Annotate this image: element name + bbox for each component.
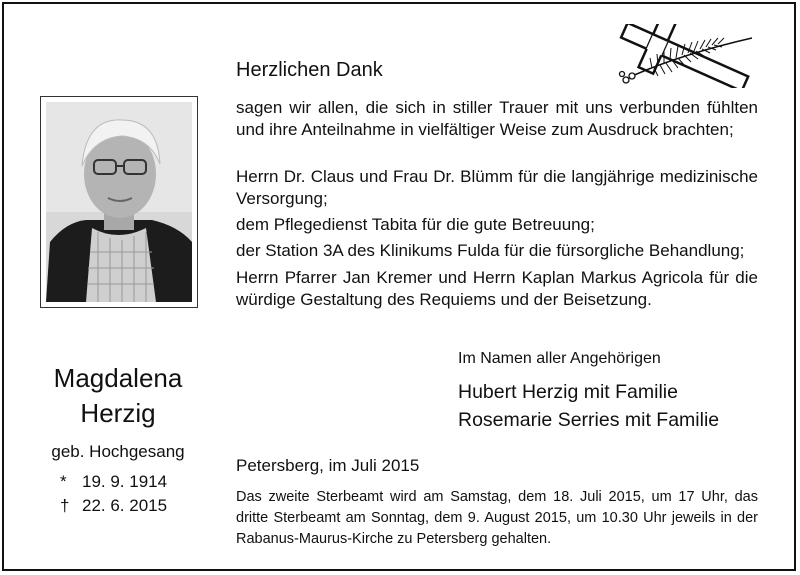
death-date: 22. 6. 2015 (82, 496, 168, 515)
deceased-last-name: Herzig (80, 398, 156, 428)
thanks-paragraph-2: Herrn Dr. Claus und Frau Dr. Blümm für die langjährige medizinische Versorgung; (236, 167, 758, 208)
thanks-paragraph-4: der Station 3A des Klinikums Fulda für die fürsorgliche Behandlung; (236, 241, 745, 260)
heading: Herzlichen Dank (236, 59, 383, 81)
birth-date: 19. 9. 1914 (82, 472, 168, 491)
portrait-frame (40, 96, 198, 308)
signoff-family-2: Rosemarie Serries mit Familie (458, 409, 720, 431)
thanks-paragraph-3: dem Pflegedienst Tabita für die gute Betreuung; (236, 215, 595, 234)
signoff-intro: Im Namen aller Angehörigen (458, 350, 661, 367)
footer-notice: Das zweite Sterbeamt wird am Samstag, dem 18. Juli 2015, um 17 Uhr, das dritte Sterbeamt am Sonntag, dem 9. August 2015, um 10.30 Uhr jeweils in der Rabanus-Maurus-Kirche zu Petersberg gehalten. (236, 489, 758, 547)
death-line (60, 494, 167, 518)
birth-symbol: * (60, 472, 67, 491)
deceased-first-name: Magdalena (53, 363, 183, 393)
signoff-family-1: Hubert Herzig mit Familie (458, 381, 678, 403)
cross-with-palm-icon (612, 24, 758, 88)
thanks-paragraph-5: Herrn Pfarrer Jan Kremer und Herrn Kaplan Markus Agricola für die würdige Gestaltung des Requiems und der Beisetzung. (236, 268, 758, 309)
maiden-name: geb. Hochgesang (51, 442, 185, 461)
death-symbol: † (60, 496, 70, 515)
portrait-photo (46, 102, 192, 302)
thanks-paragraph-1: sagen wir allen, die sich in stiller Trauer mit uns verbunden fühlten und ihre Anteilnahme in vielfältiger Weise zum Ausdruck brachten; (236, 98, 758, 139)
place-date: Petersberg, im Juli 2015 (236, 456, 420, 475)
birth-line (60, 470, 167, 494)
